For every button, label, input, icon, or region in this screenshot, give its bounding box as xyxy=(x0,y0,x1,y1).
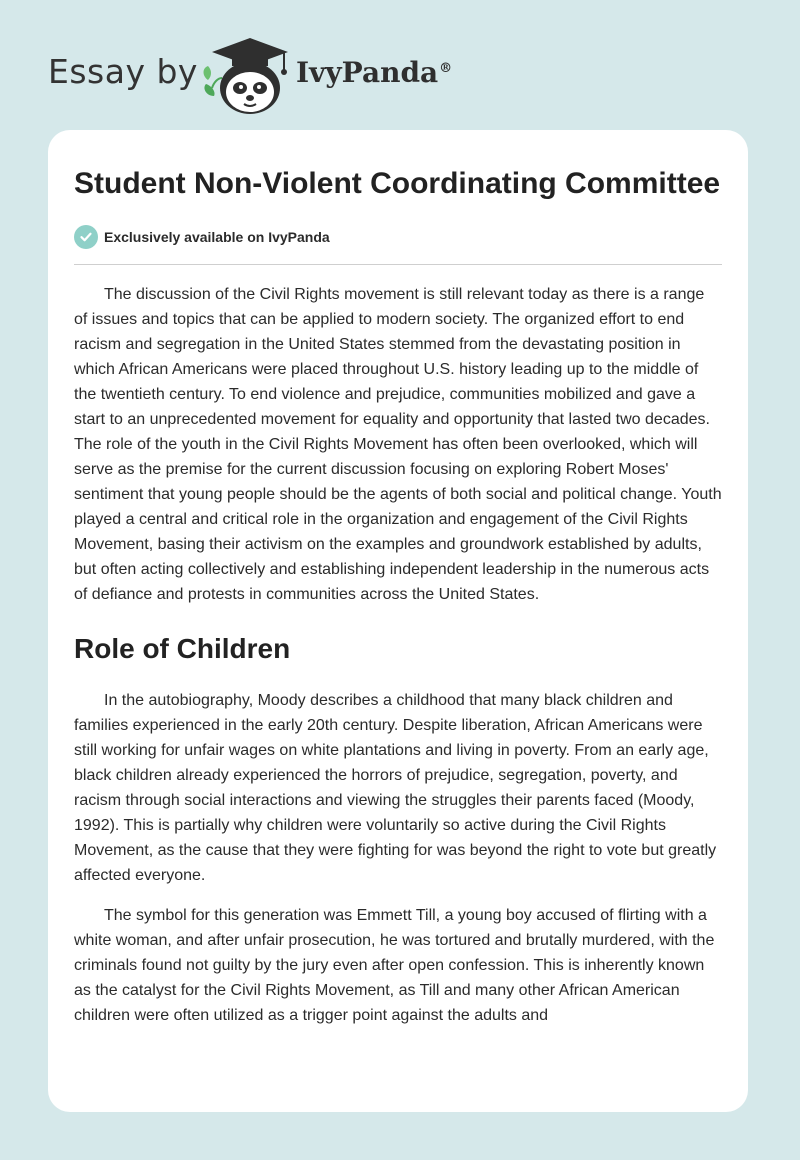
divider xyxy=(74,264,722,265)
essay-card xyxy=(48,130,748,1112)
intro-paragraph: The discussion of the Civil Rights movement is still relevant today as there is a range of issues and topics that can be applied to modern society. The organized effort to end racism and segregation in the United States stemmed from the devastating position in which African Americans were placed throughout U.S. history leading up to the middle of the twentieth century. To end violence and prejudice, communities mobilized and gave a start to an unprecedented movement for equality and opportunity that lasted two decades. The role of the youth in the Civil Rights Movement has often been overlooked, which will serve as the premise for the current discussion focusing on exploring Robert Moses' sentiment that young people should be the agents of both social and political change. Youth played a central and critical role in the organization and engagement of the Civil Rights Movement, basing their activism on the examples and groundwork established by adults, but often acting collectively and establishing independent leadership in the numerous acts of defiance and protests in communities across the United States. xyxy=(74,286,722,603)
check-circle-icon xyxy=(74,225,98,249)
brand-name[interactable] xyxy=(296,56,452,89)
brand-name-text: IvyPanda xyxy=(296,56,439,89)
site-header xyxy=(48,30,488,116)
exclusive-text: Exclusively available on IvyPanda xyxy=(104,229,330,245)
section-heading: Role of Children xyxy=(74,633,291,664)
section-paragraph: The symbol for this generation was Emmett Till, a young boy accused of flirting with a white woman, and after unfair prosecution, he was tortured and brutally murdered, with the criminals found not guilty by the jury even after open confession. This is inherently known as the catalyst for the Civil Rights Movement, as Till and many other African American children were often utilized as a trigger point against the adults and xyxy=(74,907,715,1024)
exclusive-badge xyxy=(74,222,722,252)
essay-by-label: Essay by xyxy=(48,52,198,91)
panda-graduation-cap-icon[interactable] xyxy=(200,36,292,116)
essay-title: Student Non-Violent Coordinating Committee xyxy=(74,167,721,200)
section-paragraph: In the autobiography, Moody describes a childhood that many black children and families experienced in the early 20th century. Despite liberation, African Americans were still working for unfair wages on white plantations and living in poverty. From an early age, black children already experienced the horrors of prejudice, segregation, poverty, and racism through social interactions and viewing the struggles their parents faced (Moody, 1992). This is partially why children were voluntarily so active during the Civil Rights Movement, as the cause that they were fighting for was beyond the right to vote but greatly affected everyone. xyxy=(74,692,717,884)
essay-content xyxy=(74,164,722,1028)
registered-mark: ® xyxy=(439,60,453,76)
